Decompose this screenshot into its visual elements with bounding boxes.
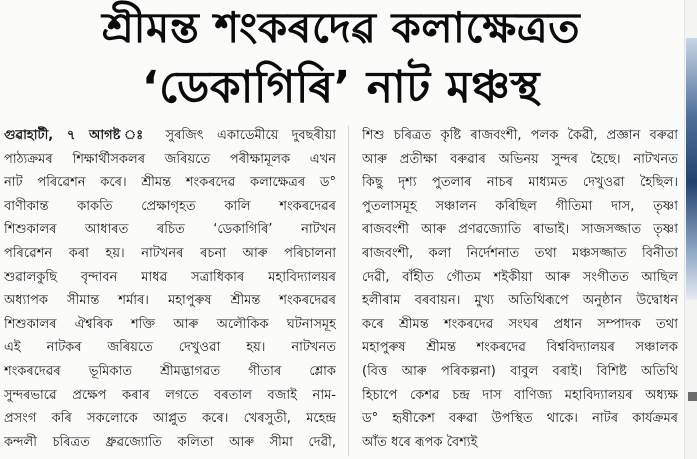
text-line: শংকৰদেৱৰ ভূমিকাত শ্ৰীমদ্ভাগৱত গীতাৰ শ্লোক (4, 363, 336, 379)
text-line: পৰিৱেশন কৰা হয়। নাটখনৰ ৰচনা আৰু পৰিচালনা (4, 245, 336, 261)
text-line: ৰাজবংশী আৰু প্ৰণৱজ্যোতি ৰাভাই। সাজসজ্জাত তৃষ্ণা (362, 222, 678, 238)
text-line: শিশুকালৰ আধাৰত ৰচিত ‘ডেকাগিৰি’ নাটখন (4, 222, 336, 238)
text-line (4, 124, 336, 148)
text-line: কিছু দৃশ্য পুতলাৰ নাচৰ মাধ্যমত দেখুওৱা হৈছিল। (362, 175, 678, 191)
text-line: মহাপুৰুষ শ্ৰীমন্ত শংকৰদেৱ বিশ্ববিদ্যালয়ৰ সঞ্চালক (362, 340, 678, 356)
text-line: শিশুকালৰ ঐশ্বৰিক শক্তি আৰু অলৌকিক ঘটনাসমূহ (4, 316, 336, 332)
column-divider (348, 126, 349, 456)
text-line: শিশু চৰিত্ৰত কৃষ্টি ৰাজবংশী, পলক কৈৱী, প্ৰজ্ঞান বৰুৱা (362, 128, 678, 143)
text-line: আৰু প্ৰতীক্ষা বৰুৱাৰ অভিনয় সুন্দৰ হৈছে। নাটখনত (362, 151, 678, 167)
text-line: কৰে শ্ৰীমন্ত শংকৰদেৱ সংঘৰ প্ৰধান সম্পাদক তথা (362, 316, 678, 332)
text-line-content: সুৰজিৎ একাডেমীয়ে দুবছৰীয়া (165, 128, 336, 143)
text-line: সুন্দৰভাৱে প্ৰক্ষেপ কৰাৰ লগতে বৰতাল বজাই নাম- (4, 387, 336, 403)
headline-line-2: ‘ডেকাগিৰি’ নাট মঞ্চস্থ (141, 62, 541, 113)
text-line: পাঠ্যক্ৰমৰ শিক্ষাৰ্থীসকলৰ জৰিয়তে পৰীক্ষামূলক এখন (4, 151, 336, 167)
text-line: কন্দলী চৰিত্ৰত ধ্ৰুৱজ্যোতি কলিতা আৰু সীমা দেৱী, (4, 434, 336, 450)
text-line: নাট পৰিৱেশন কৰে। শ্ৰীমন্ত শংকৰদেৱ কলাক্ষেত্ৰৰ ড° (4, 175, 336, 191)
text-line: ড° হৃষীকেশ বৰুৱা উপস্থিত থাকে। নাটৰ কাৰ্যক্ৰমৰ (362, 411, 678, 427)
text-line: এই নাটকৰ জৰিয়তে দেখুওৱা হয়। নাটখনত (4, 340, 336, 356)
adjacent-photo-fragment (686, 38, 697, 300)
article-column-right (362, 124, 678, 454)
text-line: বাণীকান্ত কাকতি প্ৰেক্ষাগৃহত কালি শংকৰদেৱৰ (4, 198, 336, 214)
text-line: শুৱালকুছি বৃন্দাবন মাধৱ সত্ৰাধিকাৰ মহাবিদ্যালয়ৰ (4, 269, 336, 285)
article-column-left (4, 124, 336, 454)
text-line: হিচাপে কেশৱ চন্দ্ৰ দাস বাণিজ্য মহাবিদ্যালয়ৰ অধ্যক্ষ (362, 387, 678, 403)
adjacent-mark-fragment (688, 392, 697, 401)
text-line: হলীৰাম বৰবায়ন। মুখ্য অতিথিৰূপে অনুষ্ঠান উদ্বোধন (362, 293, 678, 309)
text-line: দেৱী, বাঁহীত গৌতম শইকীয়া আৰু সংগীতত আছিল (362, 269, 678, 285)
dateline: গুৱাহাটী, ৭ আগষ্ট ঃ (4, 128, 153, 143)
text-line: আঁত ধৰে ৰূপক বৈশ্যই (362, 434, 478, 450)
text-line: ৰাজবংশী, কলা নিৰ্দেশনাত তথা মঞ্চসজ্জাত বিনীতা (362, 245, 678, 261)
text-line: প্ৰসংগ কৰি সকলোকে আপ্লুত কৰে। খেৰসুতী, মহেন্দ্ৰ (4, 411, 336, 427)
headline-line-1: শ্ৰীমন্ত শংকৰদেৱ কলাক্ষেত্ৰত (101, 3, 581, 52)
text-line: (বিত্ত আৰু পৰিকল্পনা) বাবুল বৰাই। বিশিষ্ট অতিথি (362, 363, 678, 379)
text-line: অধ্যাপক সীমান্ত শৰ্মাৰ। মহাপুৰুষ শ্ৰীমন্ত শংকৰদেৱৰ (4, 293, 336, 309)
text-line: পুতলাসমূহ সঞ্চালন কৰিছিল গীতিমা দাস, তৃষ্ণা (362, 198, 678, 214)
